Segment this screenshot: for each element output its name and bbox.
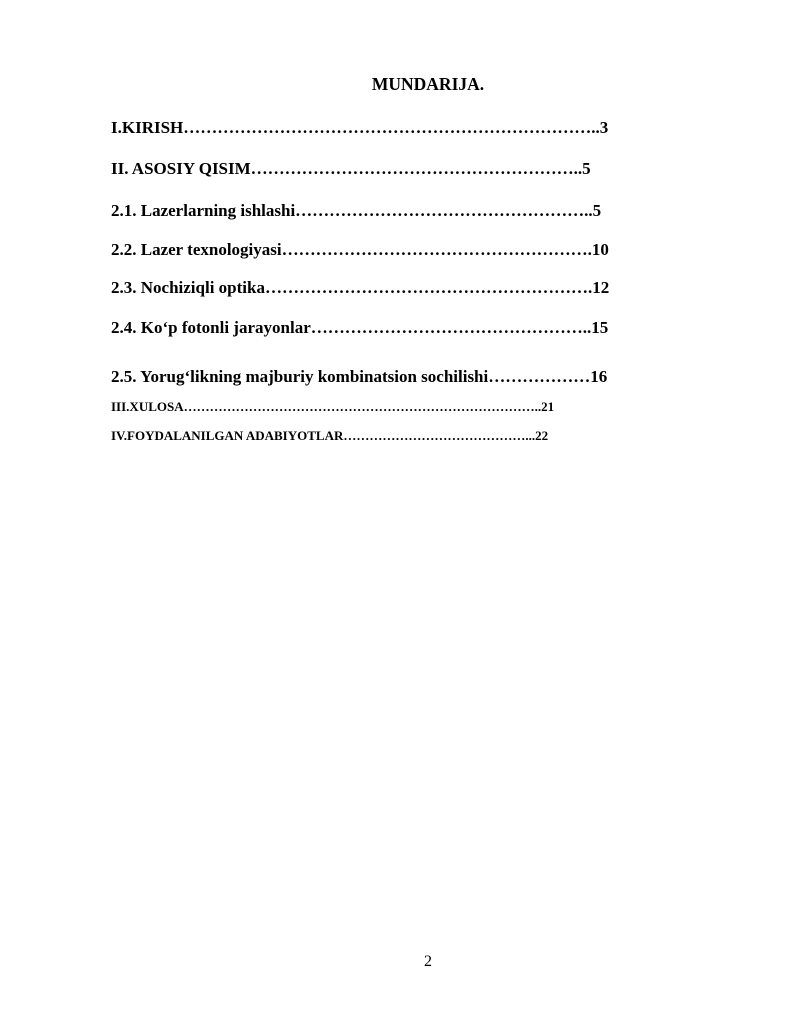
toc-entry-2-2: 2.2. Lazer texnologiyasi……………………………………………….10 <box>111 240 609 259</box>
page-number: 2 <box>424 953 432 970</box>
toc-entry-2-4: 2.4. Ko‘p fotonli jarayonlar…………………………………………..15 <box>111 318 609 337</box>
toc-entry-xulosa: III.XULOSA………………………………………………………………………..21 <box>111 399 555 414</box>
toc-entry-2-1: 2.1. Lazerlarning ishlashi……………………………………………..5 <box>111 201 602 220</box>
toc-entry-kirish: I.KIRISH………………………………………………………………..3 <box>111 118 609 137</box>
toc-entry-2-5: 2.5. Yorug‘likning majburiy kombinatsion sochilishi………………16 <box>111 367 608 386</box>
toc-entry-2-3: 2.3. Nochiziqli optika………………………………………………….12 <box>111 278 610 297</box>
toc-entry-asosiy-qisim: II. ASOSIY QISIM…………………………………………………..5 <box>111 159 591 178</box>
toc-entry-adabiyotlar: IV.FOYDALANILGAN ADABIYOTLAR……………………………………...22 <box>111 428 549 443</box>
toc-title: MUNDARIJA. <box>371 74 485 94</box>
